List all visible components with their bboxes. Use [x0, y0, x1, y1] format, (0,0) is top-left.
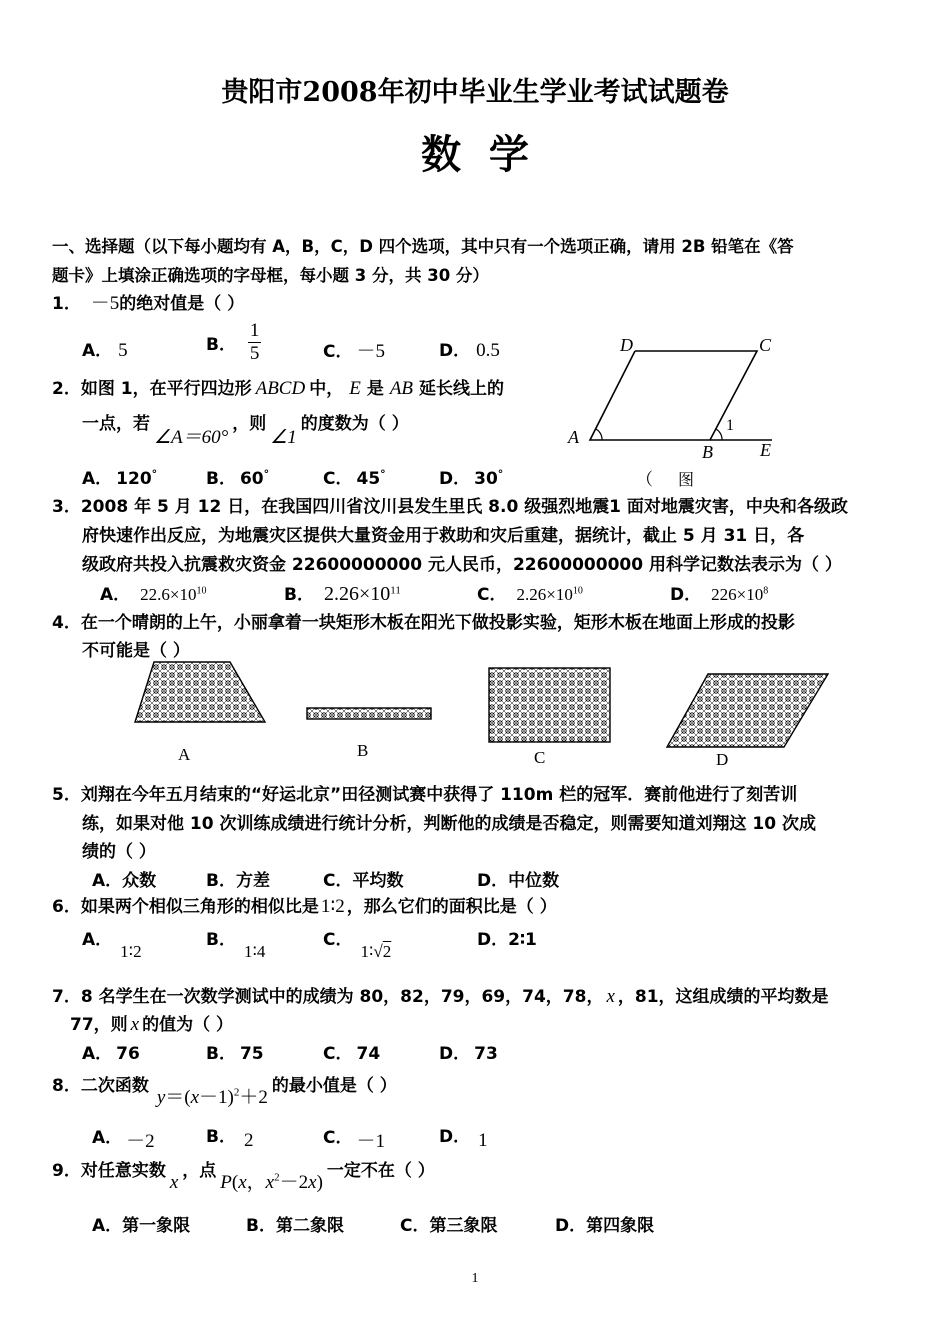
q9-option-b[interactable]: B．第二象限 — [246, 1216, 344, 1236]
q3-option-b[interactable]: B． $2.26\times 10^{11}$ — [284, 583, 401, 605]
q1-option-b[interactable]: B． $\frac{1}{5}$ — [206, 320, 260, 364]
figure-caption: 图 — [678, 470, 695, 489]
q2-option-c[interactable]: C． 45° — [323, 467, 386, 489]
q4-shapes — [120, 655, 840, 770]
question-5-line3: 绩的（ ） — [82, 842, 156, 862]
q1-option-d[interactable]: D． 0.5 — [439, 340, 500, 361]
question-2-line2: 一点，若∠A＝60°，则∠1的度数为（ ） — [82, 414, 409, 448]
figure-1-parallelogram — [560, 330, 790, 490]
q1-option-c[interactable]: C． －5 — [323, 341, 385, 362]
label-a: A — [568, 427, 579, 447]
q9-option-c[interactable]: C．第三象限 — [400, 1216, 498, 1236]
label-b: B — [702, 442, 713, 462]
q9-option-a[interactable]: A．第一象限 — [92, 1216, 191, 1236]
shape-c-rect — [489, 668, 610, 742]
q3-option-d[interactable]: D． $226\times 10^8$ — [670, 585, 769, 605]
label-e: E — [760, 440, 771, 460]
q9-point: P(x，$x^2-2x$) — [220, 1171, 323, 1193]
label-c: C — [759, 335, 772, 355]
question-7-line2: 77，则 x 的值为（ ） — [70, 1014, 234, 1035]
q5-option-c[interactable]: C．平均数 — [323, 871, 404, 891]
exam-title: 贵阳市2008年初中毕业生学业考试试题卷 — [221, 77, 729, 108]
shape-b-thin-rect — [307, 708, 431, 719]
q5-option-a[interactable]: A．众数 — [92, 871, 157, 891]
question-3-line2: 府快速作出反应，为地震灾区提供大量资金用于救助和灾后重建，据统计，截止 5 月 31 日，各 — [82, 526, 805, 546]
question-7-line1: 7．8 名学生在一次数学测试中的成绩为 80，82，79，69，74，78， x ，81，这组成绩的平均数是 — [52, 986, 829, 1007]
shape-label-a: A — [178, 745, 191, 764]
q1-stem: 的绝对值是（ ） — [119, 294, 245, 314]
q6-option-d[interactable]: D．2∶1 — [477, 930, 537, 950]
question-3-line3: 级政府共投入抗震救灾资金 22600000000 元人民币，22600000000 用科学记数法表示为（ ） — [82, 555, 842, 575]
q1-number: 1． — [52, 294, 81, 314]
shape-label-d: D — [716, 750, 729, 769]
shape-label-b: B — [357, 741, 369, 760]
q8-option-c[interactable]: C． －1 — [323, 1128, 385, 1152]
q2-option-d[interactable]: D． 30° — [439, 467, 504, 489]
q2-option-b[interactable]: B． 60° — [206, 467, 270, 489]
q5-option-b[interactable]: B．方差 — [206, 871, 270, 891]
angle-1-arc — [716, 429, 722, 440]
section-heading-2: 题卡》上填涂正确选项的字母框，每小题 3 分，共 30 分） — [52, 266, 489, 285]
shape-a-trapezoid — [135, 662, 265, 722]
q8-option-d[interactable]: D． 1 — [439, 1127, 488, 1151]
angle-a-arc — [596, 429, 602, 440]
q2-option-a[interactable]: A． 120° — [82, 467, 158, 489]
page-number: 1 — [471, 1271, 479, 1286]
question-4-line2: 不可能是（ ） — [82, 641, 190, 661]
section-heading: 一、选择题（以下每小题均有 A，B，C，D 四个选项，其中只有一个选项正确，请用 2B 铅笔在《答 — [52, 237, 794, 256]
shape-label-c: C — [534, 748, 546, 767]
q5-option-d[interactable]: D．中位数 — [477, 871, 560, 891]
q9-option-d[interactable]: D．第四象限 — [555, 1216, 655, 1236]
question-5-line2: 练，如果对他 10 次训练成绩进行统计分析，判断他的成绩是否稳定，则需要知道刘翔这 10 次成 — [82, 814, 816, 834]
question-8: 8．二次函数$y=(x-1)^2+2$的最小值是（ ） — [52, 1076, 397, 1108]
q7-option-b[interactable]: B． 75 — [206, 1044, 264, 1064]
q3-option-a[interactable]: A． $22.6\times 10^{10}$ — [100, 585, 207, 605]
shape-d-parallelogram — [667, 674, 828, 747]
q1-expr: －5 — [90, 293, 120, 314]
q6-option-b[interactable]: B．1∶4 — [206, 930, 266, 961]
question-9: 9．对任意实数x，点P(x，$x^2-2x$)一定不在（ ） — [52, 1161, 435, 1193]
q7-option-c[interactable]: C． 74 — [323, 1044, 381, 1064]
q8-function: $y=(x-1)^2+2$ — [156, 1086, 268, 1108]
q1-option-a[interactable]: A． 5 — [82, 340, 128, 361]
q7-option-a[interactable]: A． 76 — [82, 1044, 140, 1064]
q6-option-a[interactable]: A．1∶2 — [82, 930, 142, 961]
question-4-line1: 4．在一个晴朗的上午，小丽拿着一块矩形木板在阳光下做投影实验，矩形木板在地面上形成的投影 — [52, 613, 795, 633]
q3-option-c[interactable]: C． $2.26\times 10^{10}$ — [477, 585, 583, 605]
question-3-line1: 3．2008 年 5 月 12 日，在我国四川省汶川县发生里氏 8.0 级强烈地震1 面对地震灾害，中央和各级政 — [52, 497, 848, 517]
caption-paren: （ — [636, 470, 653, 489]
question-2-line1: 2．如图 1，在平行四边形 ABCD 中， E 是 AB 延长线上的 — [52, 378, 505, 399]
question-6: 6．如果两个相似三角形的相似比是 1∶2 ，那么它们的面积比是（ ） — [52, 896, 557, 917]
q1-fraction: $\frac{1}{5}$ — [249, 320, 260, 364]
q8-option-a[interactable]: A． －2 — [92, 1128, 155, 1152]
q7-option-d[interactable]: D． 73 — [439, 1044, 498, 1064]
q8-option-b[interactable]: B． 2 — [206, 1127, 254, 1151]
label-d: D — [620, 335, 633, 355]
label-angle-1: 1 — [726, 417, 734, 434]
question-5-line1: 5．刘翔在今年五月结束的“好运北京”田径测试赛中获得了 110m 栏的冠军．赛前他进行了刻苦训 — [52, 785, 798, 805]
q6-option-c[interactable]: C．1∶√2 — [323, 930, 392, 961]
question-1 — [52, 288, 244, 315]
subject-title: 数 学 — [421, 131, 529, 178]
